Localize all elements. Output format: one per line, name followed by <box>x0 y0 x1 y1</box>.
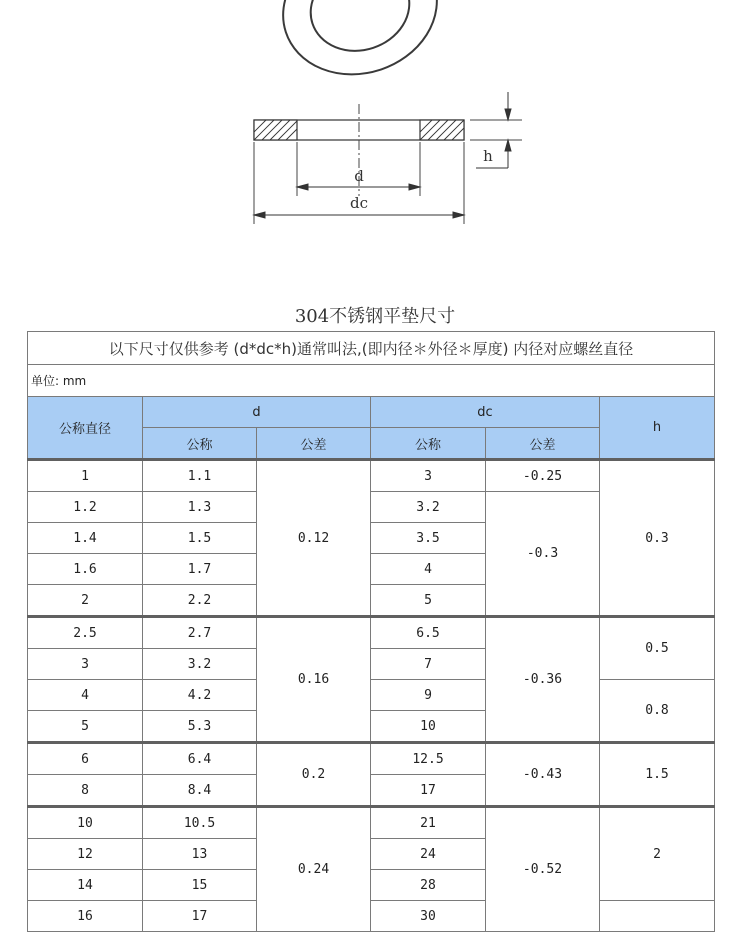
header-dc-nominal: 公称 <box>371 428 486 460</box>
d-cell: 1.3 <box>143 492 257 523</box>
header-d-tolerance: 公差 <box>257 428 371 460</box>
dc-tolerance-cell: -0.3 <box>486 492 600 617</box>
header-dc-tolerance: 公差 <box>486 428 600 460</box>
page-title: 304不锈钢平垫尺寸 <box>294 306 456 327</box>
dc-tolerance-cell: -0.43 <box>486 743 600 807</box>
outer-diameter-label: dc <box>349 194 369 212</box>
d-cell: 3.2 <box>143 649 257 680</box>
dc-cell: 5 <box>371 585 486 617</box>
d-tolerance-cell: 0.24 <box>257 807 371 932</box>
size-cell: 14 <box>28 870 143 901</box>
dc-cell: 12.5 <box>371 743 486 775</box>
dc-cell: 6.5 <box>371 617 486 649</box>
outer-diameter-dimension <box>254 212 464 218</box>
size-cell: 1.6 <box>28 554 143 585</box>
d-tolerance-cell: 0.16 <box>257 617 371 743</box>
size-cell: 2 <box>28 585 143 617</box>
d-cell: 1.5 <box>143 523 257 554</box>
table-row <box>28 807 715 839</box>
dc-cell: 3 <box>371 460 486 492</box>
size-cell: 16 <box>28 901 143 932</box>
inner-diameter-label: d <box>354 167 364 185</box>
size-cell: 12 <box>28 839 143 870</box>
d-cell: 4.2 <box>143 680 257 711</box>
thickness-dimension <box>476 92 511 168</box>
h-cell: 0.8 <box>600 680 715 743</box>
dc-cell: 4 <box>371 554 486 585</box>
d-cell: 15 <box>143 870 257 901</box>
thickness-label: h <box>483 147 493 165</box>
dc-cell: 28 <box>371 870 486 901</box>
h-cell-empty <box>600 901 715 932</box>
dc-tolerance-cell: -0.25 <box>486 460 600 492</box>
dc-cell: 9 <box>371 680 486 711</box>
d-cell: 8.4 <box>143 775 257 807</box>
size-cell: 5 <box>28 711 143 743</box>
size-cell: 8 <box>28 775 143 807</box>
dc-tolerance-cell: -0.36 <box>486 617 600 743</box>
washer-diagram <box>0 0 750 290</box>
header-d: d <box>143 397 371 428</box>
table-row <box>28 680 715 711</box>
dc-cell: 10 <box>371 711 486 743</box>
unit-label: 单位: mm <box>28 365 715 397</box>
d-tolerance-cell: 0.2 <box>257 743 371 807</box>
header-h: h <box>600 397 715 460</box>
dc-cell: 30 <box>371 901 486 932</box>
table-row <box>28 901 715 932</box>
h-cell: 0.5 <box>600 617 715 680</box>
h-cell: 2 <box>600 807 715 901</box>
size-cell: 1.2 <box>28 492 143 523</box>
size-cell: 6 <box>28 743 143 775</box>
dc-cell: 21 <box>371 807 486 839</box>
d-cell: 6.4 <box>143 743 257 775</box>
header-dc: dc <box>371 397 600 428</box>
dc-cell: 24 <box>371 839 486 870</box>
note-row <box>28 332 715 365</box>
dc-cell: 3.2 <box>371 492 486 523</box>
dc-tolerance-cell: -0.52 <box>486 807 600 932</box>
d-tolerance-cell: 0.12 <box>257 460 371 617</box>
d-cell: 10.5 <box>143 807 257 839</box>
size-cell: 10 <box>28 807 143 839</box>
unit-row <box>28 365 715 397</box>
table-row <box>28 460 715 492</box>
dc-cell: 3.5 <box>371 523 486 554</box>
d-cell: 1.7 <box>143 554 257 585</box>
table-row <box>28 617 715 649</box>
table-row <box>28 743 715 775</box>
dc-cell: 17 <box>371 775 486 807</box>
washer-perspective <box>266 0 455 94</box>
d-cell: 1.1 <box>143 460 257 492</box>
washer-spec-table <box>27 331 715 932</box>
reference-note: 以下尺寸仅供参考 (d*dc*h)通常叫法,(即内径＊外径＊厚度) 内径对应螺丝直径 <box>28 332 715 365</box>
d-cell: 17 <box>143 901 257 932</box>
dc-cell: 7 <box>371 649 486 680</box>
size-cell: 1 <box>28 460 143 492</box>
h-cell: 0.3 <box>600 460 715 617</box>
d-cell: 2.2 <box>143 585 257 617</box>
size-cell: 1.4 <box>28 523 143 554</box>
d-cell: 2.7 <box>143 617 257 649</box>
header-row <box>28 397 715 428</box>
header-nominal-diameter: 公称直径 <box>28 397 143 460</box>
d-cell: 13 <box>143 839 257 870</box>
size-cell: 4 <box>28 680 143 711</box>
header-d-nominal: 公称 <box>143 428 257 460</box>
h-cell: 1.5 <box>600 743 715 807</box>
size-cell: 2.5 <box>28 617 143 649</box>
size-cell: 3 <box>28 649 143 680</box>
d-cell: 5.3 <box>143 711 257 743</box>
